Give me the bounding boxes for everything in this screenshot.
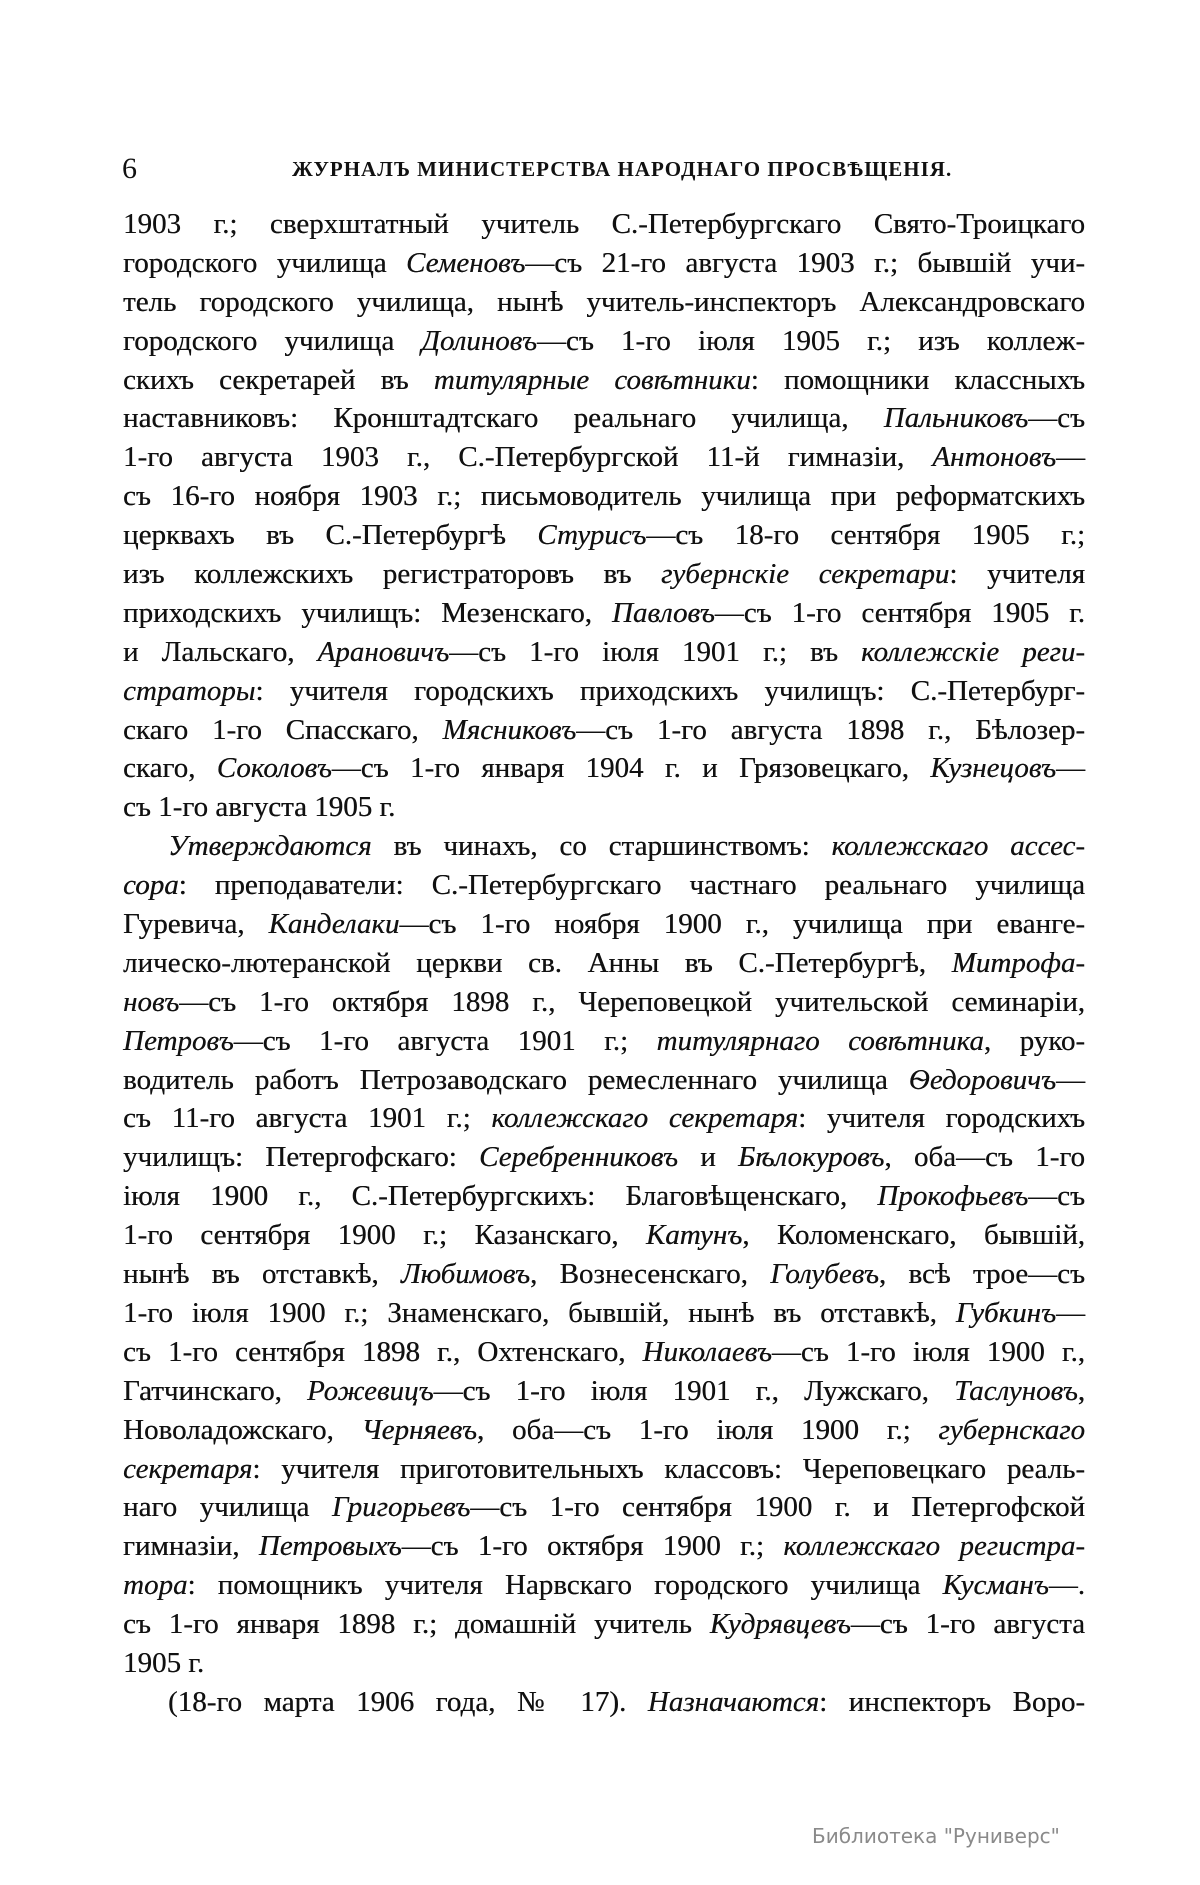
text-line	[123, 1683, 1085, 1722]
text-segment: съ 11-го августа 1901 г.;	[123, 1102, 492, 1135]
text-line	[123, 1488, 1085, 1527]
text-line	[123, 866, 1085, 905]
text-segment: —съ 1-го іюля 1901 г.; въ	[449, 635, 862, 668]
text-segment: и Лальскаго,	[123, 635, 318, 668]
text-segment: скаго,	[123, 752, 217, 785]
text-segment: : учителя городскихъ	[798, 1102, 1086, 1135]
text-line	[123, 438, 1085, 477]
text-segment: 1-го сентября 1900 г.; Казанскаго,	[123, 1219, 646, 1252]
page-number: 6	[122, 152, 137, 185]
italic-text-segment: Митрофа-	[951, 946, 1085, 979]
text-segment: , Вознесенскаго,	[529, 1258, 771, 1291]
body-text	[123, 205, 1085, 1722]
text-segment: 1-го іюля 1900 г.; Знаменскаго, бывшій, нынѣ въ отставкѣ,	[123, 1296, 956, 1329]
text-segment: —	[1055, 752, 1085, 785]
italic-text-segment: коллежскаго ассес-	[831, 830, 1085, 863]
italic-text-segment: тора	[123, 1569, 188, 1602]
italic-text-segment: коллежскіе реги-	[861, 635, 1085, 668]
text-line	[123, 827, 1085, 866]
text-segment: —съ 18-го сентября 1905 г.;	[646, 519, 1086, 552]
text-line	[123, 1644, 1085, 1683]
text-segment: наставниковъ: Кронштадтскаго реальнаго училища,	[123, 402, 884, 435]
library-watermark: Библиотека "Руниверс"	[812, 1824, 1060, 1848]
text-line	[123, 555, 1085, 594]
text-line	[123, 905, 1085, 944]
text-segment: —съ 1-го октября 1898 г., Череповецкой учительской семинаріи,	[179, 985, 1085, 1018]
text-segment: —съ 1-го октября 1900 г.;	[401, 1530, 784, 1563]
text-line	[123, 244, 1085, 283]
text-segment: : помощники классныхъ	[750, 363, 1085, 396]
text-segment: (18-го марта 1906 года, № 17).	[168, 1685, 648, 1718]
text-line	[123, 711, 1085, 750]
text-segment: : помощникъ учителя Нарвскаго городского училища	[187, 1569, 943, 1602]
text-segment: нынѣ въ отставкѣ,	[123, 1258, 401, 1291]
text-line	[123, 1061, 1085, 1100]
text-segment: приходскихъ училищъ: Мезенскаго,	[123, 596, 612, 629]
italic-text-segment: Голубевъ	[770, 1258, 879, 1291]
italic-text-segment: сора	[123, 869, 179, 902]
text-segment: —	[1056, 1296, 1085, 1329]
text-segment: 1903 г.; сверхштатный учитель С.-Петербургскаго Свято-Троицкаго	[123, 208, 1085, 240]
text-line	[123, 594, 1085, 633]
text-segment: тель городского училища, нынѣ учитель-инспекторъ Александровскаго	[123, 285, 1085, 318]
text-line	[123, 1333, 1085, 1372]
italic-text-segment: Стурисъ	[537, 519, 647, 552]
italic-text-segment: Николаевъ	[642, 1335, 772, 1368]
italic-text-segment: Арановичъ	[317, 635, 450, 668]
text-segment: ,	[1077, 1374, 1086, 1407]
italic-text-segment: коллежскаго регистра-	[783, 1530, 1086, 1563]
text-segment: , Коломенскаго, бывшій,	[742, 1219, 1085, 1252]
text-segment: Гуревича,	[123, 908, 269, 941]
italic-text-segment: титулярные совѣтники	[433, 363, 751, 396]
italic-text-segment: Катунъ	[645, 1219, 743, 1252]
italic-text-segment: Утверждаются	[168, 830, 372, 863]
text-line	[123, 283, 1085, 322]
text-segment: —съ 1-го сентября 1900 г. и Петергофской	[470, 1491, 1085, 1524]
text-segment: , всѣ трое—съ	[878, 1258, 1085, 1291]
text-line	[123, 1566, 1085, 1605]
text-segment: городского училища	[123, 324, 422, 357]
text-line	[123, 361, 1085, 400]
italic-text-segment: губернскіе секретари	[661, 558, 950, 591]
text-segment: 1-го августа 1903 г., С.-Петербургской 11-й гимназіи,	[123, 441, 933, 474]
text-segment: , оба—съ 1-го	[884, 1141, 1085, 1174]
text-segment: —съ 1-го іюля 1901 г., Лужскаго,	[433, 1374, 955, 1407]
text-line	[123, 1216, 1085, 1255]
text-segment: Новоладожскаго,	[123, 1413, 362, 1446]
text-segment: —съ	[1028, 1180, 1085, 1213]
text-segment: —съ 1-го августа 1898 г., Бѣлозер-	[576, 713, 1085, 746]
text-segment: —	[1056, 441, 1085, 474]
text-segment: церквахъ въ С.-Петербургѣ	[123, 519, 538, 552]
text-segment: съ 16-го ноября 1903 г.; письмоводитель училища при реформатскихъ	[123, 480, 1085, 513]
text-line	[123, 749, 1085, 788]
text-line	[123, 1372, 1085, 1411]
text-segment: : инспекторъ Воро-	[819, 1685, 1085, 1718]
italic-text-segment: Долиновъ	[421, 324, 537, 357]
italic-text-segment: титулярнаго совѣтника	[656, 1024, 984, 1057]
italic-text-segment: страторы	[123, 674, 256, 707]
italic-text-segment: Антоновъ	[932, 441, 1056, 474]
italic-text-segment: Петровыхъ	[258, 1530, 402, 1563]
text-line	[123, 1527, 1085, 1566]
italic-text-segment: губернскаго	[938, 1413, 1085, 1446]
italic-text-segment: Таслуновъ	[954, 1374, 1078, 1407]
text-segment: —съ 1-го августа	[850, 1608, 1085, 1641]
italic-text-segment: Павловъ	[611, 596, 715, 629]
text-line	[123, 1411, 1085, 1450]
italic-text-segment: Канделаки	[268, 908, 400, 941]
text-segment: училищъ: Петергофскаго:	[123, 1141, 480, 1174]
text-segment: —съ 1-го января 1904 г. и Грязовецкаго,	[331, 752, 931, 785]
italic-text-segment: Кузнецовъ	[930, 752, 1056, 785]
text-segment: —съ	[1028, 402, 1085, 435]
text-segment: —съ 1-го іюля 1900 г.,	[771, 1335, 1085, 1368]
italic-text-segment: Пальниковъ	[883, 402, 1029, 435]
text-segment: іюля 1900 г., С.-Петербургскихъ: Благовѣщенскаго,	[123, 1180, 878, 1213]
text-line	[123, 322, 1085, 361]
text-segment: —съ 21-го августа 1903 г.; бывшій учи-	[525, 246, 1085, 279]
text-segment: —съ 1-го сентября 1905 г.	[714, 596, 1085, 629]
text-segment: : учителя городскихъ приходскихъ училищъ: С.-Петербург-	[255, 674, 1085, 707]
text-segment: , оба—съ 1-го іюля 1900 г.;	[476, 1413, 939, 1446]
text-line	[123, 1294, 1085, 1333]
text-segment: : преподаватели: С.-Петербургскаго частнаго реальнаго училища	[178, 869, 1085, 902]
text-line	[123, 944, 1085, 983]
text-line	[123, 672, 1085, 711]
text-segment: —съ 1-го августа 1901 г.;	[233, 1024, 657, 1057]
text-segment: —	[1056, 1063, 1085, 1096]
text-line	[123, 1099, 1085, 1138]
italic-text-segment: Серебренниковъ	[479, 1141, 678, 1174]
text-segment: , руко-	[983, 1024, 1085, 1057]
italic-text-segment: Губкинъ	[955, 1296, 1056, 1329]
italic-text-segment: Кусманъ	[942, 1569, 1049, 1602]
text-segment: съ 1-го сентября 1898 г., Охтенскаго,	[123, 1335, 643, 1368]
text-line	[123, 633, 1085, 672]
text-segment: скаго 1-го Спасскаго,	[123, 713, 443, 746]
text-segment: —съ 1-го ноября 1900 г., училища при еванге-	[399, 908, 1086, 941]
italic-text-segment: Рожевицъ	[306, 1374, 434, 1407]
italic-text-segment: секретаря	[123, 1452, 253, 1485]
text-segment: гимназіи,	[123, 1530, 259, 1563]
text-segment: съ 1-го августа 1905 г.	[123, 791, 396, 824]
text-line	[123, 1450, 1085, 1489]
text-line	[123, 1177, 1085, 1216]
text-segment: : учителя приготовительныхъ классовъ: Череповецкаго реаль-	[252, 1452, 1085, 1485]
text-segment: лическо-лютеранской церкви св. Анны въ С.-Петербургѣ,	[123, 946, 952, 979]
text-segment: скихъ секретарей въ	[123, 363, 434, 396]
text-segment: водитель работъ Петрозаводскаго ремесленнаго училища	[123, 1063, 909, 1096]
italic-text-segment: Кудрявцевъ	[709, 1608, 851, 1641]
text-line	[123, 788, 1085, 827]
italic-text-segment: Назначаются	[647, 1685, 820, 1718]
text-line	[123, 983, 1085, 1022]
text-line	[123, 516, 1085, 555]
text-segment: : учителя	[949, 558, 1085, 591]
text-segment: —съ 1-го іюля 1905 г.; изъ коллеж-	[536, 324, 1085, 357]
running-title: ЖУРНАЛЪ МИНИСТЕРСТВА НАРОДНАГО ПРОСВѢЩЕНІЯ.	[292, 157, 953, 181]
text-line	[123, 205, 1085, 244]
text-segment: наго училища	[123, 1491, 332, 1524]
italic-text-segment: Прокофьевъ	[877, 1180, 1029, 1213]
text-segment: 1905 г.	[123, 1646, 205, 1679]
italic-text-segment: Любимовъ	[400, 1258, 530, 1291]
text-segment: съ 1-го января 1898 г.; домашній учитель	[123, 1608, 710, 1641]
text-line	[123, 1605, 1085, 1644]
text-segment: изъ коллежскихъ регистраторовъ въ	[123, 558, 662, 591]
text-line	[123, 1138, 1085, 1177]
italic-text-segment: Черняевъ	[361, 1413, 477, 1446]
italic-text-segment: коллежскаго секретаря	[491, 1102, 799, 1135]
text-segment: —.	[1048, 1569, 1085, 1602]
text-line	[123, 1255, 1085, 1294]
text-line	[123, 477, 1085, 516]
italic-text-segment: новъ	[123, 985, 180, 1018]
italic-text-segment: Бѣлокуровъ	[738, 1141, 885, 1174]
italic-text-segment: Соколовъ	[216, 752, 332, 785]
text-segment: городского училища	[123, 246, 406, 279]
text-line	[123, 399, 1085, 438]
italic-text-segment: Семеновъ	[406, 246, 526, 279]
text-segment: въ чинахъ, со старшинствомъ:	[371, 830, 832, 863]
text-segment: и	[677, 1141, 739, 1174]
italic-text-segment: Мясниковъ	[442, 713, 577, 746]
text-line	[123, 1022, 1085, 1061]
italic-text-segment: Ѳедоровичъ	[908, 1063, 1056, 1096]
text-segment: Гатчинскаго,	[123, 1374, 307, 1407]
italic-text-segment: Григорьевъ	[331, 1491, 471, 1524]
italic-text-segment: Петровъ	[123, 1024, 234, 1057]
